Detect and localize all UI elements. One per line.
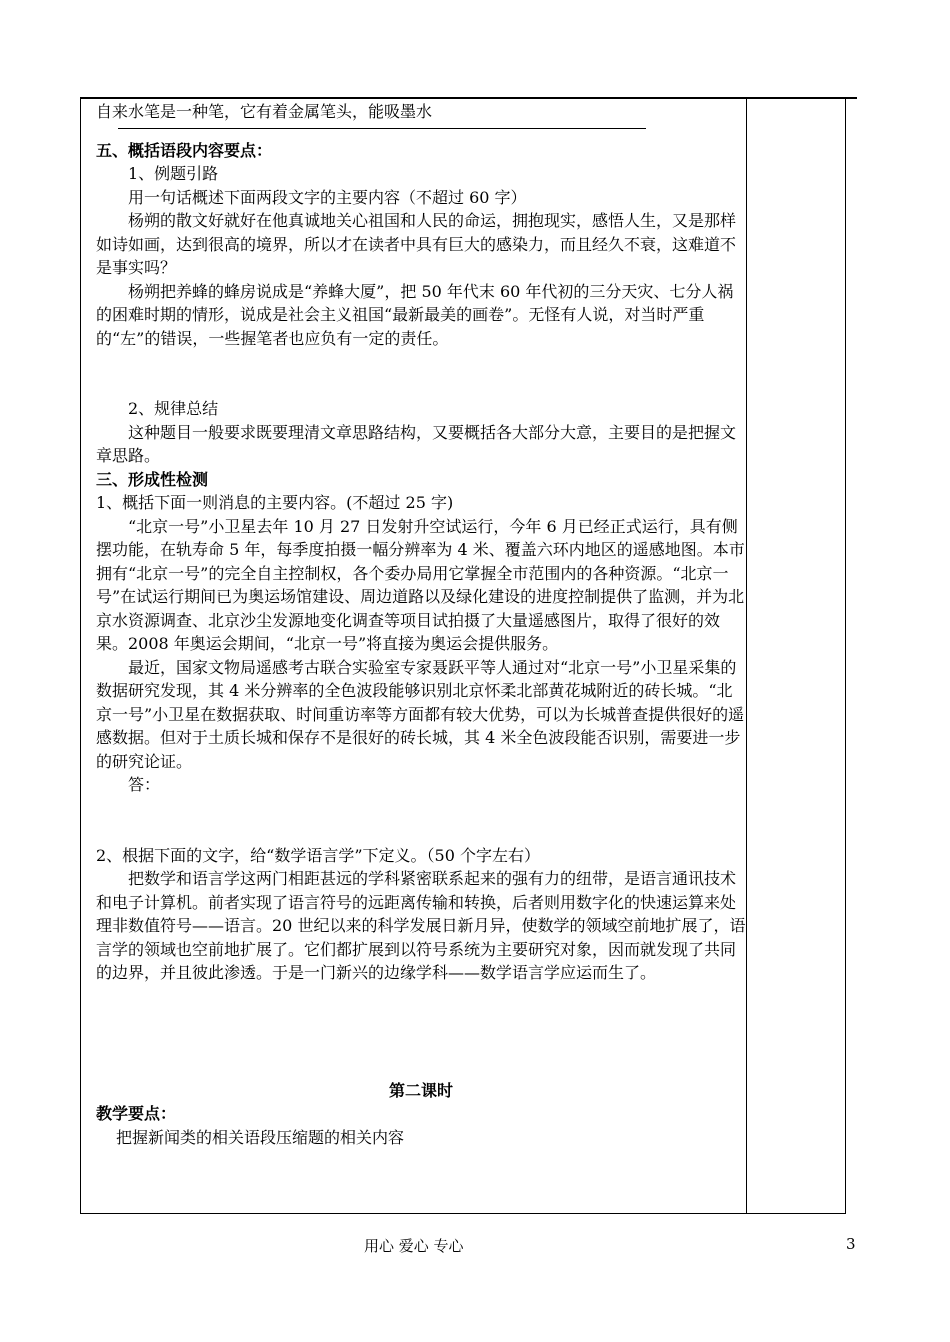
teaching-points-label: 教学要点： (96, 1104, 177, 1123)
question-1-paragraph-1: “北京一号”小卫星去年 10 月 27 日发射升空试运行，今年 6 月已经正式运行，具有侧摆功能，在轨寿命 5 年，每季度拍摄一幅分辨率为 4 米、覆盖六环内地区的遥感地图。本市拥有“北京一号”的完全自主控制权，各个委办局用它掌握全市范围内的各种资源。“北京一号”在试运行期间已为奥运场馆建设、周边道路以及绿化建设的进度控制提供了监测，并为北京水资源调查、北京沙尘发源地变化调查等项目试拍摄了大量遥感图片，取得了很好的效果。2008 年奥运会期间，“北京一号”将直接为奥运会提供服务。 (96, 516, 745, 653)
table-left-border (80, 97, 81, 1214)
table-column-divider (746, 97, 747, 1214)
section-2-title: 第二课时 (388, 1080, 453, 1100)
teaching-points-text: 把握新闻类的相关语段压缩题的相关内容 (116, 1127, 405, 1147)
rule-title: 2、规律总结 (128, 399, 219, 418)
question-2-paragraph: 把数学和语言学这两门相距甚远的学科紧密联系起来的强有力的纽带，是语言通讯技术和电子计算机。前者实现了语言符号的远距离传输和转换，后者则用数字化的快速运算来处理非数值符号——语言。20 世纪以来的科学发展日新月异，使数学的领域空前地扩展了，语言学的领域也空前地扩展了。它们都扩展到以符号系统为主要研究对象，因而就发现了共同的边界，并且彼此渗透。于是一门新兴的边缘学科——数学语言学应运而生了。 (96, 869, 746, 982)
question-2-title: 2、根据下面的文字，给“数学语言学”下定义。（50 个字左右） (96, 845, 540, 865)
line-top: 自来水笔是一种笔，它有着金属笔头，能吸墨水 (96, 102, 433, 121)
example-title: 1、例题引路 (128, 164, 219, 183)
example-instruction: 用一句话概述下面两段文字的主要内容（不超过 60 字） (128, 187, 527, 207)
rule-text: 这种题目一般要求既要理清文章思路结构，又要概括各大部分大意，主要目的是把握文章思路。 (96, 422, 737, 465)
example-paragraph-2: 杨朔把养蜂的蜂房说成是“养蜂大厦”，把 50 年代末 60 年代初的三分天灾、七分人祸的困难时期的情形，说成是社会主义祖国“最新最美的画卷”。无怪有人说，对当时严重的“左”的错误，一些握笔者也应负有一定的责任。 (96, 281, 734, 348)
table-bottom-border (80, 1213, 846, 1214)
question-1-title: 1、概括下面一则消息的主要内容。(不超过 25 字) (96, 493, 454, 512)
question-1-paragraph-2: 最近，国家文物局遥感考古联合实验室专家聂跃平等人通过对“北京一号”小卫星采集的数据研究发现，其 4 米分辨率的全色波段能够识别北京怀柔北部黄花城附近的砖长城。“北京一号”小卫星在数据获取、时间重访率等方面都有较大优势，可以为长城普查提供很好的遥感数据。但对于土质长城和保存不是很好的砖长城，其 4 米全色波段能否识别，需要进一步的研究论证。 (96, 657, 745, 771)
table-top-border (80, 97, 857, 99)
answer-blank-line (118, 128, 646, 129)
example-paragraph-1: 杨朔的散文好就好在他真诚地关心祖国和人民的命运，拥抱现实，感悟人生，又是那样如诗如画，达到很高的境界，所以才在读者中具有巨大的感染力，而且经久不衰，这难道不是事实吗？ (96, 211, 737, 277)
table-right-border (845, 97, 846, 1214)
question-1-answer-label: 答： (128, 775, 161, 794)
page-number: 3 (846, 1235, 856, 1253)
footer-motto: 用心 爱心 专心 (364, 1237, 464, 1255)
heading-five: 五、概括语段内容要点： (96, 140, 273, 160)
heading-three: 三、形成性检测 (96, 469, 209, 489)
lesson-content (96, 100, 746, 1149)
